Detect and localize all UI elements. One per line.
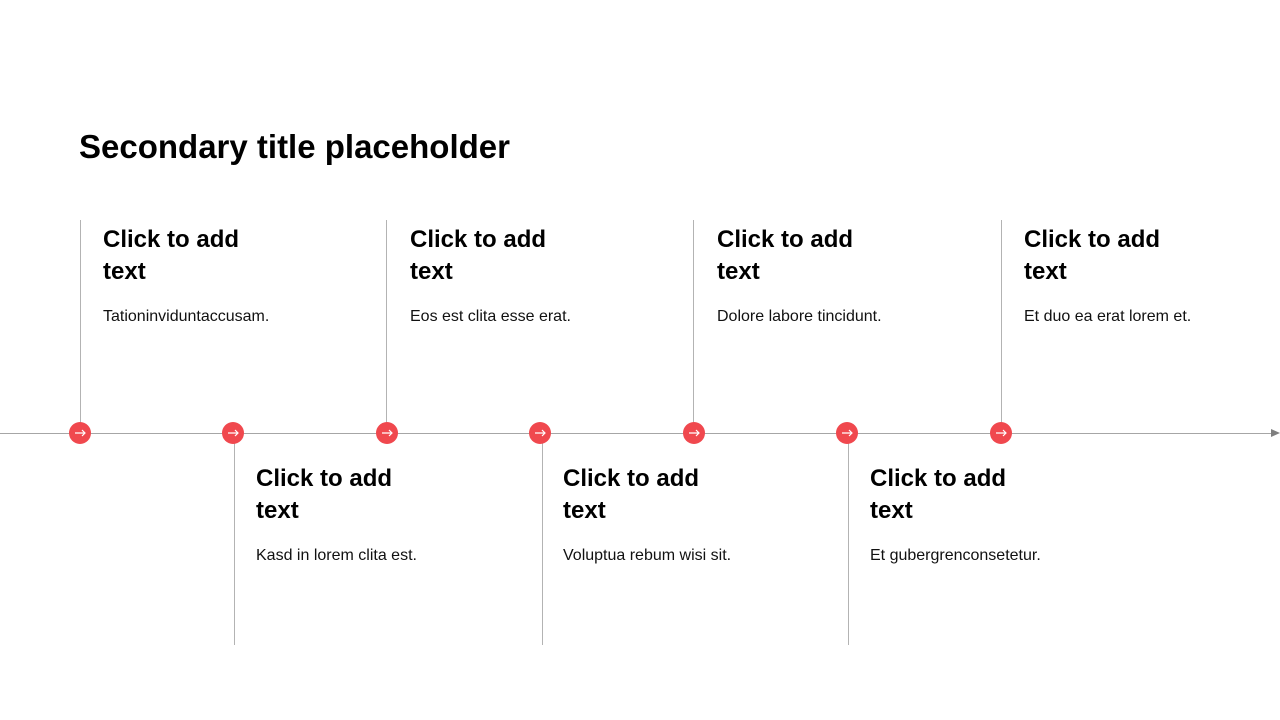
connector-line — [1001, 220, 1002, 433]
card-text[interactable]: Dolore labore tincidunt. — [717, 308, 882, 325]
arrow-right-icon — [222, 422, 244, 444]
card-heading[interactable]: Click to add text — [103, 226, 240, 285]
card-text[interactable]: Voluptua rebum wisi sit. — [563, 547, 732, 564]
timeline-node — [683, 422, 705, 444]
card-text[interactable]: Kasd in lorem clita est. — [256, 547, 417, 564]
card-heading[interactable]: Click to add text — [256, 465, 393, 524]
card-heading[interactable]: Click to add text — [717, 226, 854, 285]
slide-title[interactable]: Secondary title placeholder — [79, 128, 510, 165]
arrow-right-icon — [683, 422, 705, 444]
connector-line — [386, 220, 387, 433]
card-text[interactable]: Tationinviduntaccusam. — [103, 308, 270, 325]
arrow-right-icon — [529, 422, 551, 444]
card-text[interactable]: Eos est clita esse erat. — [410, 308, 571, 325]
timeline-card — [256, 463, 456, 566]
timeline-node — [376, 422, 398, 444]
timeline-card — [563, 463, 763, 566]
timeline-card — [717, 224, 917, 327]
timeline-node — [69, 422, 91, 444]
arrow-right-icon — [376, 422, 398, 444]
timeline-node — [222, 422, 244, 444]
arrow-right-icon — [990, 422, 1012, 444]
timeline-node — [990, 422, 1012, 444]
timeline-axis — [0, 433, 1272, 434]
card-heading[interactable]: Click to add text — [410, 226, 547, 285]
card-heading[interactable]: Click to add text — [1024, 226, 1161, 285]
timeline-node — [836, 422, 858, 444]
timeline-card — [103, 224, 303, 327]
timeline-arrowhead-icon — [1271, 429, 1280, 437]
timeline-card — [1024, 224, 1224, 327]
card-heading[interactable]: Click to add text — [870, 465, 1007, 524]
connector-line — [693, 220, 694, 433]
card-heading[interactable]: Click to add text — [563, 465, 700, 524]
connector-line — [80, 220, 81, 433]
connector-line — [234, 433, 235, 645]
timeline-card — [410, 224, 610, 327]
arrow-right-icon — [69, 422, 91, 444]
timeline-node — [529, 422, 551, 444]
card-text[interactable]: Et duo ea erat lorem et. — [1024, 308, 1192, 325]
arrow-right-icon — [836, 422, 858, 444]
card-text[interactable]: Et gubergrenconsetetur. — [870, 547, 1041, 564]
connector-line — [542, 433, 543, 645]
connector-line — [848, 433, 849, 645]
timeline-card — [870, 463, 1070, 566]
